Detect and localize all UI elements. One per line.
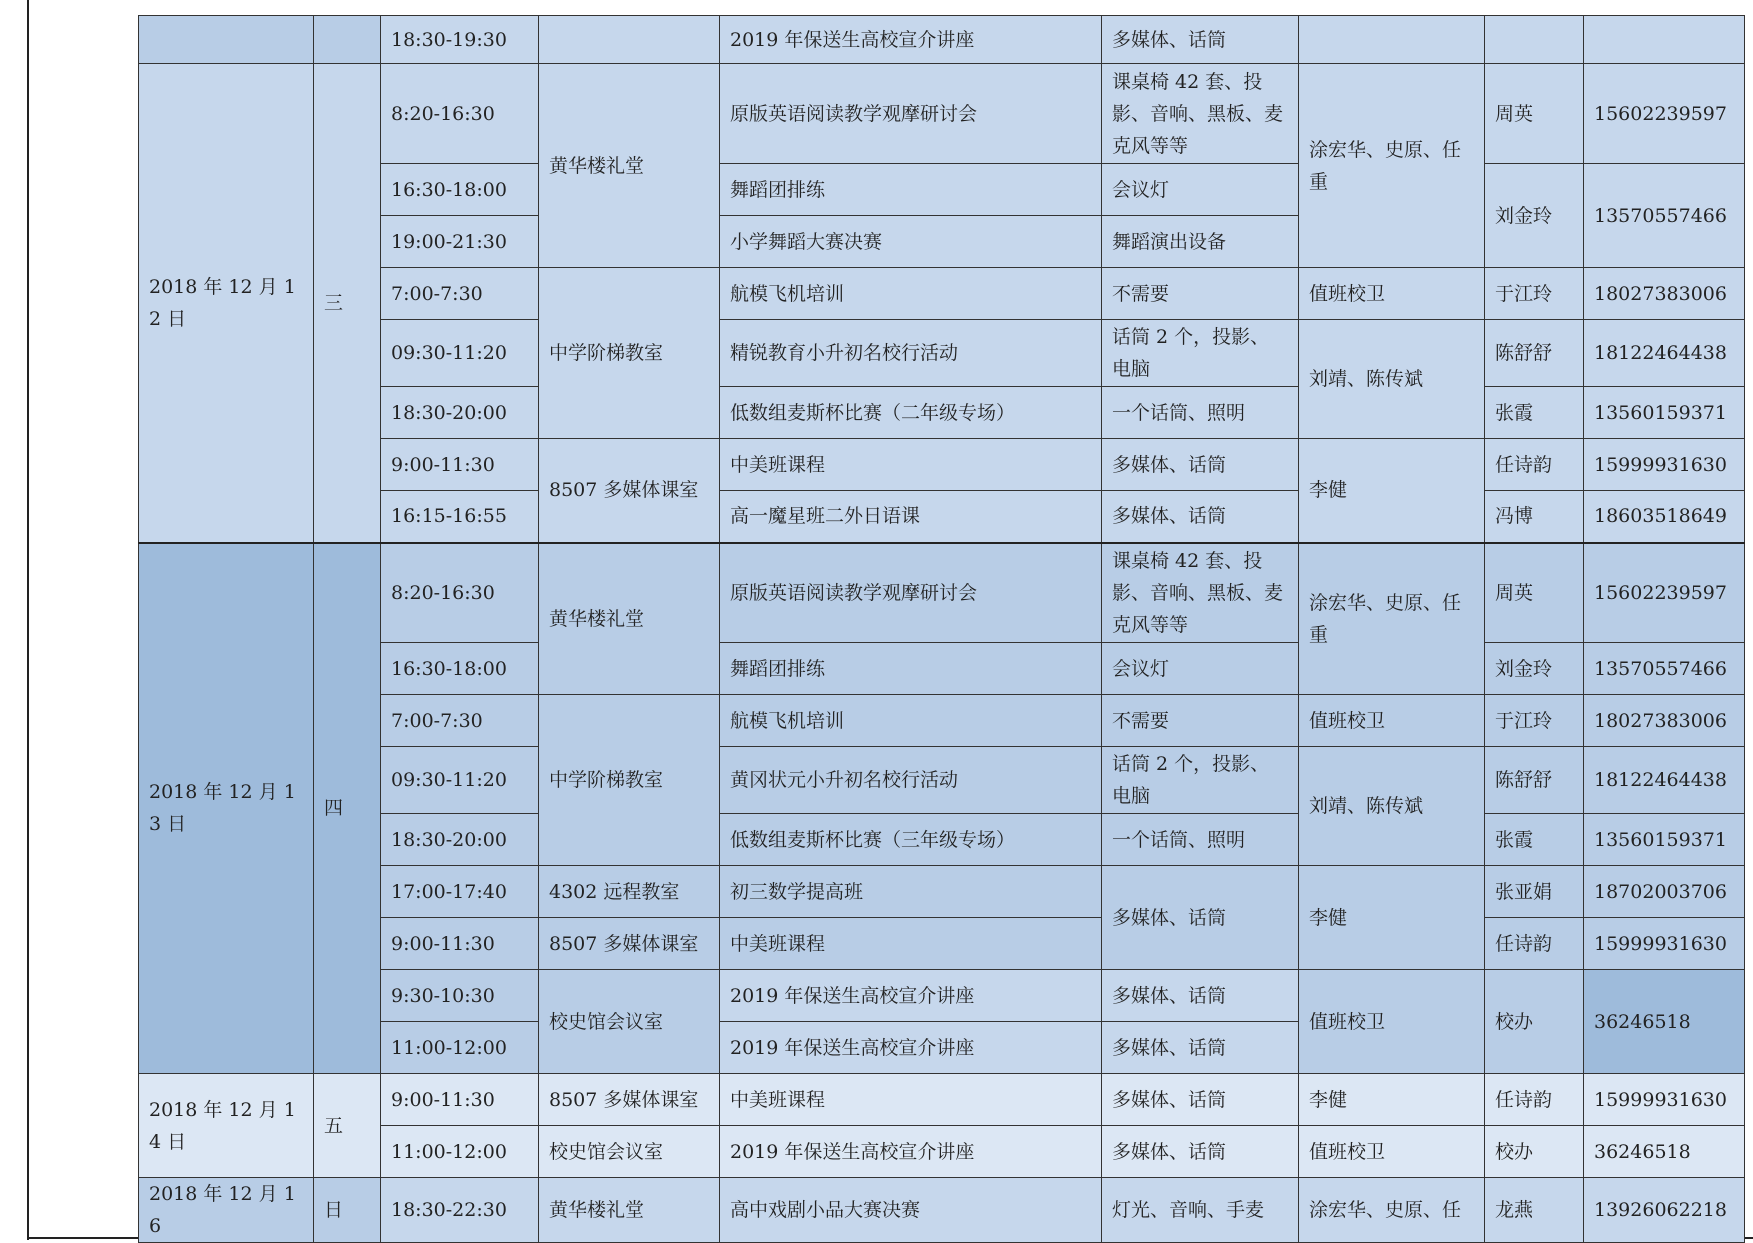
phone-cell: 18603518649 xyxy=(1584,491,1745,543)
staff-cell xyxy=(1299,16,1485,64)
equipment-cell: 话筒 2 个，投影、电脑 xyxy=(1102,320,1299,387)
event-cell: 高中戏剧小品大赛决赛 xyxy=(720,1178,1102,1243)
time-cell: 19:00-21:30 xyxy=(381,216,539,268)
contact-cell xyxy=(1485,16,1584,64)
contact-cell: 刘金玲 xyxy=(1485,164,1584,268)
contact-cell: 任诗韵 xyxy=(1485,918,1584,970)
date-cell: 2018 年 12 月 12 日 xyxy=(139,64,314,543)
time-cell: 09:30-11:20 xyxy=(381,747,539,814)
event-cell: 2019 年保送生高校宣介讲座 xyxy=(720,970,1102,1022)
weekday-cell: 五 xyxy=(314,1074,381,1178)
contact-cell: 周英 xyxy=(1485,64,1584,164)
equipment-cell: 灯光、音响、手麦 xyxy=(1102,1178,1299,1243)
staff-cell: 值班校卫 xyxy=(1299,268,1485,320)
event-cell: 中美班课程 xyxy=(720,918,1102,970)
phone-cell: 15602239597 xyxy=(1584,64,1745,164)
event-cell: 黄冈状元小升初名校行活动 xyxy=(720,747,1102,814)
phone-cell: 18027383006 xyxy=(1584,695,1745,747)
time-cell: 9:00-11:30 xyxy=(381,439,539,491)
phone-cell: 15602239597 xyxy=(1584,543,1745,643)
equipment-cell: 舞蹈演出设备 xyxy=(1102,216,1299,268)
time-cell: 9:00-11:30 xyxy=(381,918,539,970)
staff-cell: 刘靖、陈传斌 xyxy=(1299,320,1485,439)
page-left-border xyxy=(27,0,29,1240)
phone-cell: 18122464438 xyxy=(1584,320,1745,387)
phone-cell: 13560159371 xyxy=(1584,387,1745,439)
equipment-cell: 多媒体、话筒 xyxy=(1102,16,1299,64)
date-cell: 2018 年 12 月 16 xyxy=(139,1178,314,1243)
contact-cell: 龙燕 xyxy=(1485,1178,1584,1243)
event-cell: 中美班课程 xyxy=(720,439,1102,491)
venue-cell: 校史馆会议室 xyxy=(539,1126,720,1178)
venue-cell: 黄华楼礼堂 xyxy=(539,64,720,268)
table-row xyxy=(139,543,1745,643)
staff-cell: 涂宏华、史原、任重 xyxy=(1299,64,1485,268)
event-cell: 航模飞机培训 xyxy=(720,268,1102,320)
time-cell: 16:15-16:55 xyxy=(381,491,539,543)
table-row xyxy=(139,1074,1745,1126)
venue-cell: 8507 多媒体课室 xyxy=(539,1074,720,1126)
date-cell: 2018 年 12 月 14 日 xyxy=(139,1074,314,1178)
staff-cell: 涂宏华、史原、任 xyxy=(1299,1178,1485,1243)
event-cell: 初三数学提高班 xyxy=(720,866,1102,918)
phone-cell: 15999931630 xyxy=(1584,439,1745,491)
phone-cell: 13570557466 xyxy=(1584,164,1745,268)
time-cell: 18:30-19:30 xyxy=(381,16,539,64)
phone-cell: 36246518 xyxy=(1584,1126,1745,1178)
equipment-cell: 会议灯 xyxy=(1102,643,1299,695)
venue-cell xyxy=(539,16,720,64)
equipment-cell: 多媒体、话筒 xyxy=(1102,491,1299,543)
staff-cell: 李健 xyxy=(1299,866,1485,970)
venue-cell: 黄华楼礼堂 xyxy=(539,1178,720,1243)
equipment-cell: 话筒 2 个，投影、电脑 xyxy=(1102,747,1299,814)
phone-cell: 36246518 xyxy=(1584,970,1745,1074)
time-cell: 9:30-10:30 xyxy=(381,970,539,1022)
time-cell: 18:30-20:00 xyxy=(381,814,539,866)
event-cell: 小学舞蹈大赛决赛 xyxy=(720,216,1102,268)
contact-cell: 校办 xyxy=(1485,970,1584,1074)
contact-cell: 于江玲 xyxy=(1485,695,1584,747)
time-cell: 11:00-12:00 xyxy=(381,1126,539,1178)
event-cell: 航模飞机培训 xyxy=(720,695,1102,747)
equipment-cell: 多媒体、话筒 xyxy=(1102,970,1299,1022)
staff-cell: 涂宏华、史原、任重 xyxy=(1299,543,1485,695)
phone-cell: 18122464438 xyxy=(1584,747,1745,814)
contact-cell: 陈舒舒 xyxy=(1485,320,1584,387)
venue-cell: 黄华楼礼堂 xyxy=(539,543,720,695)
venue-cell: 4302 远程教室 xyxy=(539,866,720,918)
venue-schedule-table xyxy=(138,15,1745,1243)
event-cell: 舞蹈团排练 xyxy=(720,643,1102,695)
contact-cell: 校办 xyxy=(1485,1126,1584,1178)
staff-cell: 李健 xyxy=(1299,439,1485,543)
venue-cell: 中学阶梯教室 xyxy=(539,268,720,439)
date-cell: 2018 年 12 月 13 日 xyxy=(139,543,314,1074)
equipment-cell: 多媒体、话筒 xyxy=(1102,439,1299,491)
event-cell: 原版英语阅读教学观摩研讨会 xyxy=(720,543,1102,643)
contact-cell: 张亚娟 xyxy=(1485,866,1584,918)
weekday-cell xyxy=(314,16,381,64)
event-cell: 2019 年保送生高校宣介讲座 xyxy=(720,16,1102,64)
time-cell: 18:30-22:30 xyxy=(381,1178,539,1243)
phone-cell: 15999931630 xyxy=(1584,1074,1745,1126)
contact-cell: 陈舒舒 xyxy=(1485,747,1584,814)
time-cell: 16:30-18:00 xyxy=(381,164,539,216)
equipment-cell: 课桌椅 42 套、投影、音响、黑板、麦克风等等 xyxy=(1102,543,1299,643)
contact-cell: 于江玲 xyxy=(1485,268,1584,320)
equipment-cell: 不需要 xyxy=(1102,695,1299,747)
weekday-cell: 四 xyxy=(314,543,381,1074)
weekday-cell: 日 xyxy=(314,1178,381,1243)
contact-cell: 任诗韵 xyxy=(1485,439,1584,491)
time-cell: 9:00-11:30 xyxy=(381,1074,539,1126)
staff-cell: 值班校卫 xyxy=(1299,695,1485,747)
date-cell xyxy=(139,16,314,64)
phone-cell: 13570557466 xyxy=(1584,643,1745,695)
table-row xyxy=(139,64,1745,164)
time-cell: 7:00-7:30 xyxy=(381,695,539,747)
contact-cell: 任诗韵 xyxy=(1485,1074,1584,1126)
table-row xyxy=(139,16,1745,64)
equipment-cell: 一个话筒、照明 xyxy=(1102,387,1299,439)
venue-cell: 8507 多媒体课室 xyxy=(539,439,720,543)
phone-cell: 18027383006 xyxy=(1584,268,1745,320)
time-cell: 11:00-12:00 xyxy=(381,1022,539,1074)
equipment-cell: 多媒体、话筒 xyxy=(1102,1074,1299,1126)
time-cell: 17:00-17:40 xyxy=(381,866,539,918)
phone-cell: 15999931630 xyxy=(1584,918,1745,970)
time-cell: 8:20-16:30 xyxy=(381,64,539,164)
contact-cell: 刘金玲 xyxy=(1485,643,1584,695)
event-cell: 精锐教育小升初名校行活动 xyxy=(720,320,1102,387)
phone-cell: 18702003706 xyxy=(1584,866,1745,918)
staff-cell: 值班校卫 xyxy=(1299,1126,1485,1178)
time-cell: 09:30-11:20 xyxy=(381,320,539,387)
venue-cell: 校史馆会议室 xyxy=(539,970,720,1074)
equipment-cell: 课桌椅 42 套、投影、音响、黑板、麦克风等等 xyxy=(1102,64,1299,164)
event-cell: 舞蹈团排练 xyxy=(720,164,1102,216)
contact-cell: 冯博 xyxy=(1485,491,1584,543)
time-cell: 18:30-20:00 xyxy=(381,387,539,439)
equipment-cell: 一个话筒、照明 xyxy=(1102,814,1299,866)
equipment-cell: 不需要 xyxy=(1102,268,1299,320)
weekday-cell: 三 xyxy=(314,64,381,543)
event-cell: 2019 年保送生高校宣介讲座 xyxy=(720,1126,1102,1178)
venue-cell: 8507 多媒体课室 xyxy=(539,918,720,970)
event-cell: 2019 年保送生高校宣介讲座 xyxy=(720,1022,1102,1074)
phone-cell: 13926062218 xyxy=(1584,1178,1745,1243)
event-cell: 高一魔星班二外日语课 xyxy=(720,491,1102,543)
table-row xyxy=(139,1178,1745,1243)
contact-cell: 张霞 xyxy=(1485,814,1584,866)
time-cell: 16:30-18:00 xyxy=(381,643,539,695)
equipment-cell: 多媒体、话筒 xyxy=(1102,1022,1299,1074)
venue-cell: 中学阶梯教室 xyxy=(539,695,720,866)
event-cell: 原版英语阅读教学观摩研讨会 xyxy=(720,64,1102,164)
event-cell: 低数组麦斯杯比赛（三年级专场） xyxy=(720,814,1102,866)
phone-cell: 13560159371 xyxy=(1584,814,1745,866)
staff-cell: 值班校卫 xyxy=(1299,970,1485,1074)
equipment-cell: 多媒体、话筒 xyxy=(1102,866,1299,970)
contact-cell: 张霞 xyxy=(1485,387,1584,439)
staff-cell: 李健 xyxy=(1299,1074,1485,1126)
phone-cell xyxy=(1584,16,1745,64)
contact-cell: 周英 xyxy=(1485,543,1584,643)
equipment-cell: 会议灯 xyxy=(1102,164,1299,216)
equipment-cell: 多媒体、话筒 xyxy=(1102,1126,1299,1178)
time-cell: 8:20-16:30 xyxy=(381,543,539,643)
event-cell: 低数组麦斯杯比赛（二年级专场） xyxy=(720,387,1102,439)
event-cell: 中美班课程 xyxy=(720,1074,1102,1126)
time-cell: 7:00-7:30 xyxy=(381,268,539,320)
staff-cell: 刘靖、陈传斌 xyxy=(1299,747,1485,866)
